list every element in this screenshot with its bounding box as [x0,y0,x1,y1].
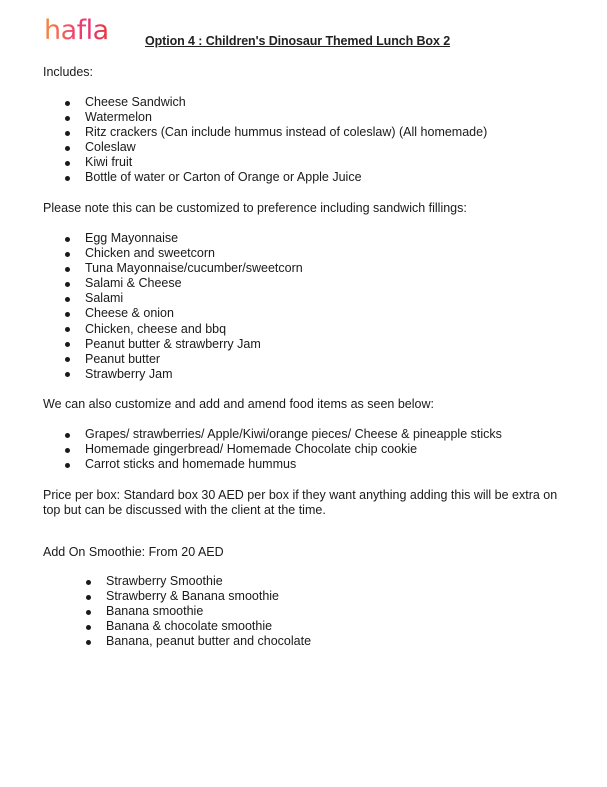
list-item: Salami [64,291,303,306]
document-title: Option 4 : Children's Dinosaur Themed Lunch Box 2 [145,34,451,48]
list-item: Tuna Mayonnaise/cucumber/sweetcorn [64,261,303,276]
list-item: Ritz crackers (Can include hummus instead of coleslaw) (All homemade) [64,125,487,140]
list-item: Cheese & onion [64,306,303,321]
list-item: Carrot sticks and homemade hummus [64,457,502,472]
list-item: Kiwi fruit [64,155,487,170]
fillings-list [64,231,303,382]
list-item: Cheese Sandwich [64,95,487,110]
fillings-heading: Please note this can be customized to preference including sandwich fillings: [43,201,467,215]
smoothie-heading: Add On Smoothie: From 20 AED [43,545,224,559]
list-item: Bottle of water or Carton of Orange or Apple Juice [64,170,487,185]
list-item: Peanut butter & strawberry Jam [64,337,303,352]
list-item: Watermelon [64,110,487,125]
includes-heading: Includes: [43,65,94,79]
list-item: Coleslaw [64,140,487,155]
price-note: Price per box: Standard box 30 AED per box if they want anything adding this will be extra on top but can be discussed with the client at the time. [43,488,558,517]
list-item: Banana smoothie [85,604,311,619]
extras-list [64,427,502,472]
list-item: Homemade gingerbread/ Homemade Chocolate chip cookie [64,442,502,457]
list-item: Banana & chocolate smoothie [85,619,311,634]
list-item: Chicken and sweetcorn [64,246,303,261]
list-item: Grapes/ strawberries/ Apple/Kiwi/orange pieces/ Cheese & pineapple sticks [64,427,502,442]
list-item: Strawberry Smoothie [85,574,311,589]
extras-heading: We can also customize and add and amend food items as seen below: [43,397,434,411]
list-item: Banana, peanut butter and chocolate [85,634,311,649]
list-item: Peanut butter [64,352,303,367]
list-item: Strawberry Jam [64,367,303,382]
hafla-logo: hafla [44,15,109,46]
includes-list [64,95,487,186]
list-item: Strawberry & Banana smoothie [85,589,311,604]
smoothies-list [85,574,311,649]
list-item: Salami & Cheese [64,276,303,291]
list-item: Egg Mayonnaise [64,231,303,246]
list-item: Chicken, cheese and bbq [64,322,303,337]
